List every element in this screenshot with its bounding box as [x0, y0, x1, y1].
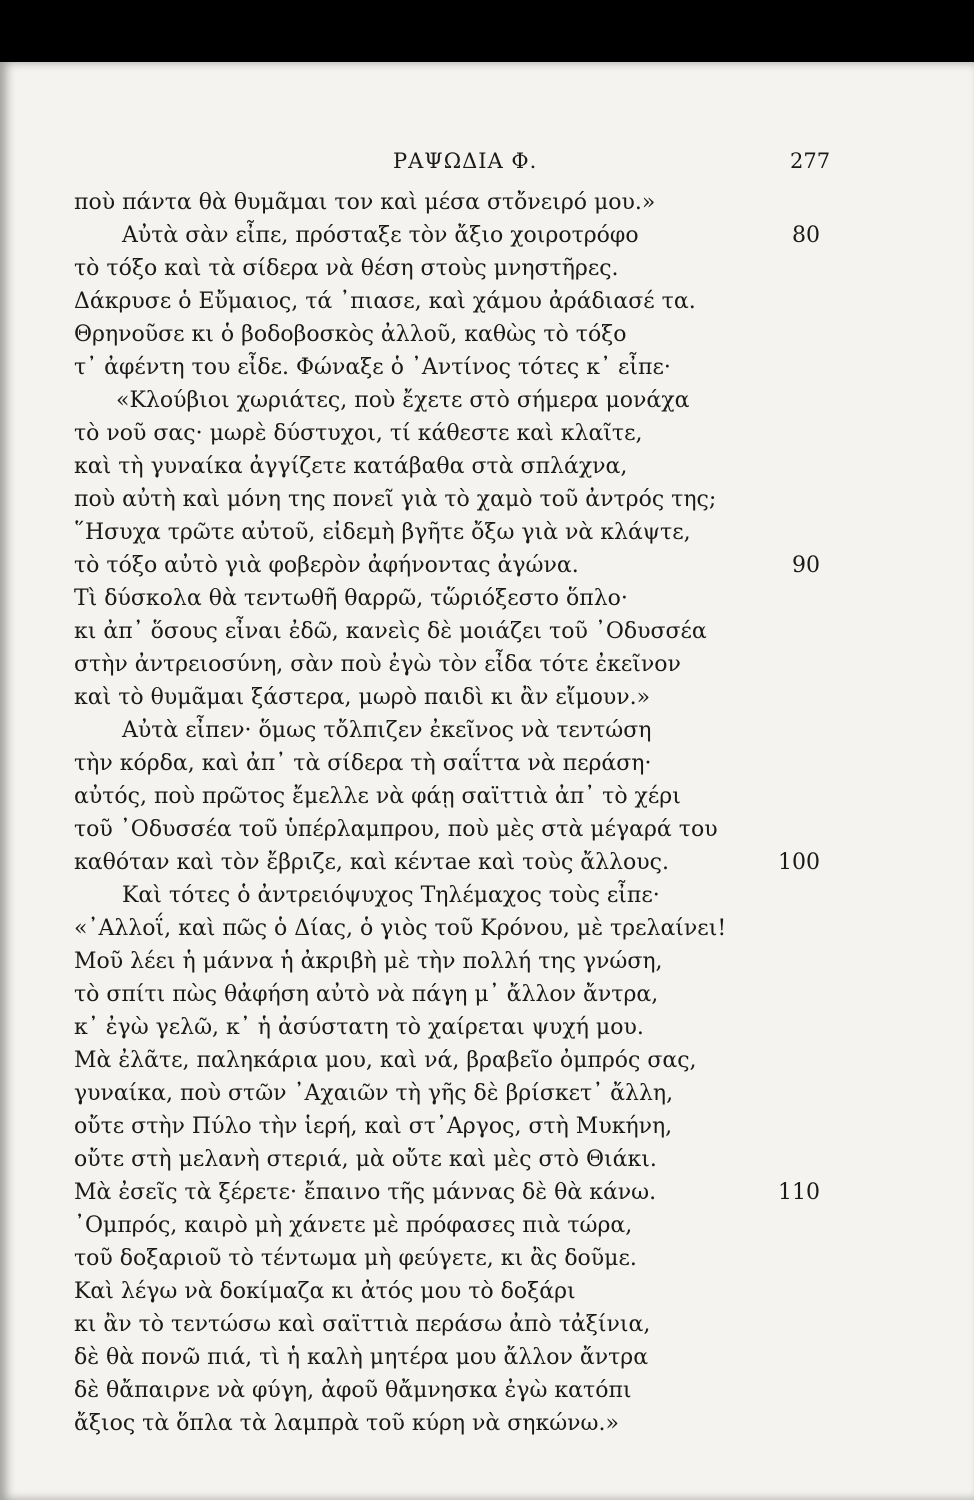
line-text: Καὶ λέγω νὰ δοκίμαζα κι ἀτός μου τὸ δοξάρι	[74, 1279, 576, 1304]
page-number: 277	[790, 149, 831, 173]
line-text: ῞Ησυχα τρῶτε αὐτοῦ, εἰδεμὴ βγῆτε ὄξω γιὰ νὰ κλάψτε,	[74, 520, 691, 545]
line-number: 80	[792, 223, 820, 248]
poem-line	[74, 252, 834, 285]
poem-line	[74, 1407, 834, 1440]
poem-line	[74, 1143, 834, 1176]
line-number: 90	[792, 553, 820, 578]
poem-line	[74, 1341, 834, 1374]
line-text: κ᾽ ἐγὼ γελῶ, κ᾽ ἡ ἀσύστατη τὸ χαίρεται ψυχή μου.	[74, 1015, 644, 1040]
poem-line	[74, 714, 834, 747]
line-text: ποὺ πάντα θὰ θυμᾶμαι τον καὶ μέσα στὄνειρό μου.»	[74, 190, 656, 215]
poem-line	[74, 285, 834, 318]
poem-line	[74, 1077, 834, 1110]
poem-line	[74, 879, 834, 912]
poem-line	[74, 186, 834, 219]
line-number: 110	[778, 1180, 820, 1205]
poem-line	[74, 549, 834, 582]
poem-line	[74, 384, 834, 417]
line-text: τὸ νοῦ σας· μωρὲ δύστυχοι, τί κάθεστε καὶ κλαῖτε,	[74, 421, 643, 446]
line-text: δὲ θὰ πονῶ πιά, τὶ ἡ καλὴ μητέρα μου ἄλλον ἄντρα	[74, 1345, 649, 1370]
poem-line	[74, 516, 834, 549]
line-text: οὔτε στὴ μελανὴ στεριά, μὰ οὔτε καὶ μὲς στὸ Θιάκι.	[74, 1147, 657, 1172]
line-text: κι ἀπ᾽ ὅσους εἶναι ἐδῶ, κανεὶς δὲ μοιάζει τοῦ ᾽Οδυσσέα	[74, 619, 707, 644]
poem-line	[74, 1110, 834, 1143]
line-text: τ᾽ ἀφέντη του εἶδε. Φώναξε ὁ ᾽Αντίνος τότες κ᾽ εἶπε·	[74, 355, 671, 380]
line-text: Μὰ ἐσεῖς τὰ ξέρετε· ἔπαινο τῆς μάννας δὲ θὰ κάνω.	[74, 1180, 657, 1205]
line-text: ἄξιος τὰ ὅπλα τὰ λαμπρὰ τοῦ κύρη νὰ σηκώνω.»	[74, 1411, 619, 1436]
poem-line	[74, 1209, 834, 1242]
poem-line	[74, 483, 834, 516]
line-text: δὲ θἄπαιρνε νὰ φύγη, ἀφοῦ θἄμνησκα ἐγὼ κατόπι	[74, 1378, 632, 1403]
poem-line	[74, 615, 834, 648]
poem-line	[74, 978, 834, 1011]
line-text: Αὐτὰ εἶπεν· ὅμως τὄλπιζεν ἐκεῖνος νὰ τεντώση	[122, 718, 652, 743]
poem-line	[74, 780, 834, 813]
poem-line	[74, 681, 834, 714]
poem-text	[74, 186, 834, 1440]
line-text: τοῦ ᾽Οδυσσέα τοῦ ὑπέρλαμπρου, ποὺ μὲς στὰ μέγαρά του	[74, 817, 718, 842]
poem-line	[74, 318, 834, 351]
poem-line	[74, 945, 834, 978]
poem-line	[74, 846, 834, 879]
poem-line	[74, 1044, 834, 1077]
line-text: αὐτός, ποὺ πρῶτος ἔμελλε νὰ φάῃ σαϊττιὰ ἀπ᾽ τὸ χέρι	[74, 784, 681, 809]
line-text: τὸ τόξο καὶ τὰ σίδερα νὰ θέση στοὺς μνηστῆρες.	[74, 256, 619, 281]
line-text: γυναίκα, ποὺ στῶν ᾽Αχαιῶν τὴ γῆς δὲ βρίσκετ᾽ ἄλλη,	[74, 1081, 674, 1106]
line-text: ποὺ αὐτὴ καὶ μόνη της πονεῖ γιὰ τὸ χαμὸ τοῦ ἀντρός της;	[74, 487, 717, 512]
poem-line	[74, 219, 834, 252]
poem-line	[74, 1176, 834, 1209]
line-text: Αὐτὰ σὰν εἶπε, πρόσταξε τὸν ἄξιο χοιροτρόφο	[122, 223, 639, 248]
line-text: Μοῦ λέει ἡ μάννα ἡ ἀκριβὴ μὲ τὴν πολλή της γνώση,	[74, 949, 663, 974]
line-text: τὸ τόξο αὐτὸ γιὰ φοβερὸν ἀφήνοντας ἀγώνα.	[74, 553, 579, 578]
poem-line	[74, 1242, 834, 1275]
line-text: Τὶ δύσκολα θὰ τεντωθῆ θαρρῶ, τὥριόξεστο ὅπλο·	[74, 586, 628, 611]
line-text: κι ἂν τὸ τεντώσω καὶ σαϊττιὰ περάσω ἀπὸ τἀξίνια,	[74, 1312, 651, 1337]
poem-line	[74, 417, 834, 450]
line-text: στὴν ἀντρειοσύνη, σὰν ποὺ ἐγὼ τὸν εἶδα τότε ἐκεῖνον	[74, 652, 681, 677]
poem-line	[74, 582, 834, 615]
line-text: «Κλούβιοι χωριάτες, ποὺ ἔχετε στὸ σήμερα μονάχα	[116, 388, 690, 413]
running-head-title: ΡΑΨΩΔΙΑ Φ.	[393, 149, 538, 173]
line-text: ᾽Ομπρός, καιρὸ μὴ χάνετε μὲ πρόφασες πιὰ τώρα,	[74, 1213, 633, 1238]
poem-line	[74, 1374, 834, 1407]
line-text: τὴν κόρδα, καὶ ἀπ᾽ τὰ σίδερα τὴ σαΐττα νὰ περάση·	[74, 751, 652, 776]
line-text: Θρηνοῦσε κι ὁ βοδοβοσκὸς ἀλλοῦ, καθὼς τὸ τόξο	[74, 322, 627, 347]
poem-line	[74, 1011, 834, 1044]
poem-line	[74, 912, 834, 945]
line-text: καὶ τὴ γυναίκα ἀγγίζετε κατάβαθα στὰ σπλάχνα,	[74, 454, 628, 479]
line-text: οὔτε στὴν Πύλο τὴν ἱερή, καὶ στ᾽Αργος, στὴ Μυκήνη,	[74, 1114, 673, 1139]
line-text: «᾽Αλλοΐ, καὶ πῶς ὁ Δίας, ὁ γιὸς τοῦ Κρόνου, μὲ τρελαίνει!	[74, 916, 727, 941]
line-text: τοῦ δοξαριοῦ τὸ τέντωμα μὴ φεύγετε, κι ἂς δοῦμε.	[74, 1246, 637, 1271]
poem-line	[74, 450, 834, 483]
line-text: καθόταν καὶ τὸν ἔβριζε, καὶ κέντae καὶ τοὺς ἄλλους.	[74, 850, 669, 875]
poem-line	[74, 813, 834, 846]
poem-line	[74, 648, 834, 681]
poem-line	[74, 1275, 834, 1308]
line-text: Μὰ ἐλᾶτε, παληκάρια μου, καὶ νά, βραβεῖο ὀμπρός σας,	[74, 1048, 697, 1073]
poem-line	[74, 351, 834, 384]
line-text: τὸ σπίτι πὼς θἀφήση αὐτὸ νὰ πάγη μ᾽ ἄλλον ἄντρα,	[74, 982, 659, 1007]
poem-line	[74, 1308, 834, 1341]
poem-line	[74, 747, 834, 780]
line-text: Καὶ τότες ὁ ἀντρειόψυχος Τηλέμαχος τοὺς εἶπε·	[122, 883, 660, 908]
line-text: Δάκρυσε ὁ Εὔμαιος, τά ᾽πιασε, καὶ χάμου ἀράδιασέ τα.	[74, 289, 696, 314]
line-number: 100	[778, 850, 820, 875]
line-text: καὶ τὸ θυμᾶμαι ξάστερα, μωρὸ παιδὶ κι ἂν εἴμουν.»	[74, 685, 651, 710]
